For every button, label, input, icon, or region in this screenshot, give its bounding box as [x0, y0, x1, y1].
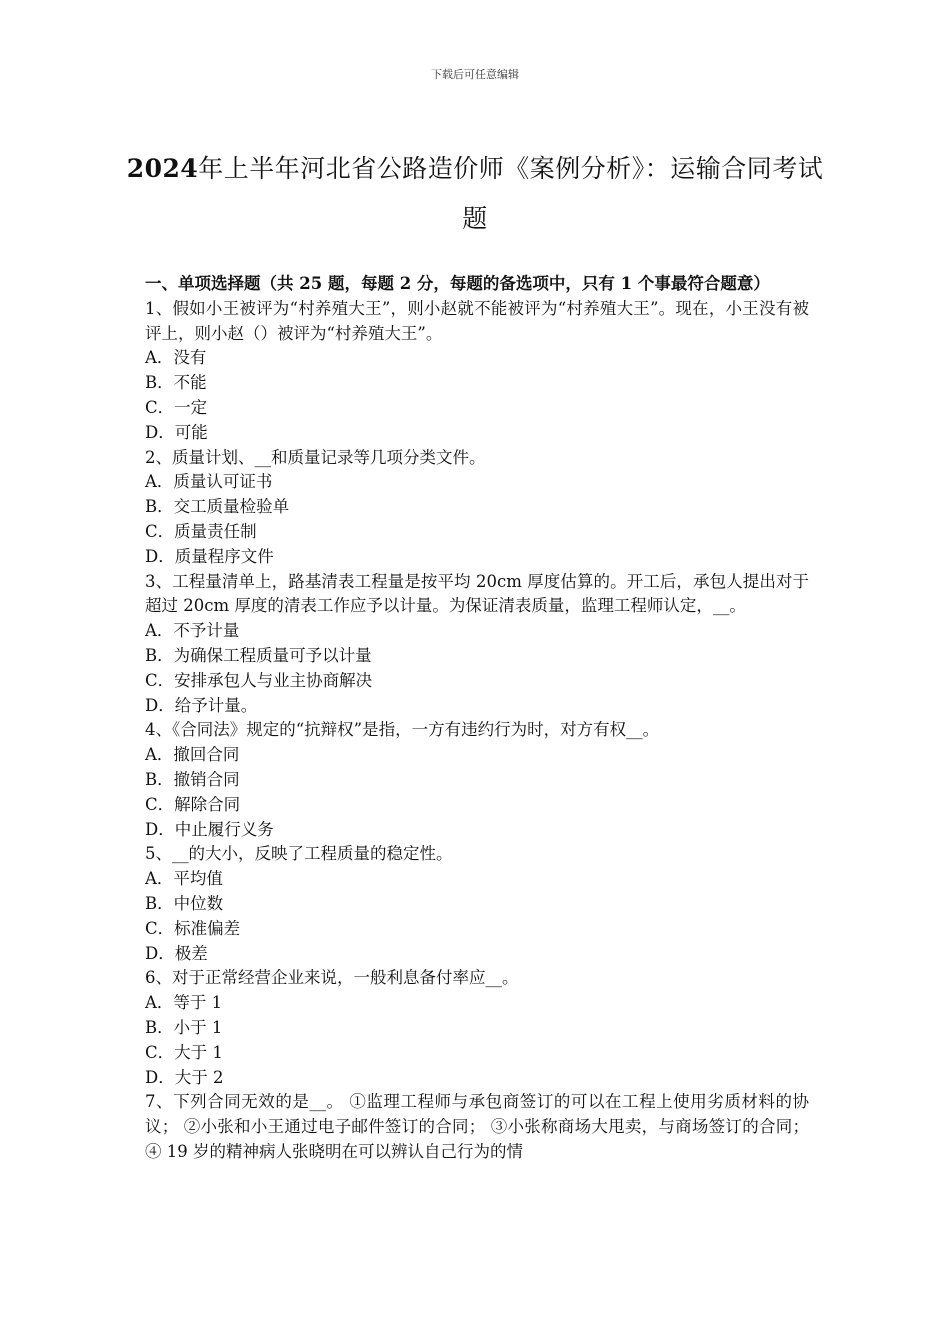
- option-a: A．不予计量: [145, 621, 240, 641]
- option-a: A．等于 1: [145, 993, 223, 1013]
- option-b: B．为确保工程质量可予以计量: [145, 645, 372, 665]
- question-text: 6、对于正常经营企业来说，一般利息备付率应__。: [145, 968, 519, 988]
- question-2: [145, 446, 809, 570]
- option-b: B．不能: [145, 373, 207, 393]
- section-heading: 一、单项选择题（共 25 题，每题 2 分，每题的备选项中，只有 1 个事最符合题意）: [145, 274, 770, 293]
- question-text: 2、质量计划、__和质量记录等几项分类文件。: [145, 447, 486, 467]
- option-c: C．安排承包人与业主协商解决: [145, 670, 373, 690]
- option-a: A．撤回合同: [145, 745, 240, 765]
- document-body: [145, 272, 809, 1165]
- title-year: 2024: [126, 154, 199, 183]
- option-d: D．中止履行义务: [145, 819, 274, 839]
- title-text: 年上半年河北省公路造价师《案例分析》：运输合同考试题: [198, 154, 824, 233]
- option-c: C．大于 1: [145, 1042, 223, 1062]
- question-text: 7、下列合同无效的是__。 ①监理工程师与承包商签订的可以在工程上使用劣质材料的协议； ②小张和小王通过电子邮件签订的合同； ③小张称商场大甩卖，与商场签订的合同； ④ 19 岁的精神病人张晓明在可以辨认自己行为的情: [145, 1092, 809, 1161]
- question-text: 5、__的大小，反映了工程质量的稳定性。: [145, 844, 453, 864]
- question-3: [145, 570, 809, 719]
- option-b: B．中位数: [145, 893, 224, 913]
- question-text: 3、工程量清单上，路基清表工程量是按平均 20cm 厚度估算的。开工后，承包人提出对于超过 20cm 厚度的清表工作应予以计量。为保证清表质量，监理工程师认定，__。: [145, 571, 809, 616]
- question-text: 4、《合同法》规定的“抗辩权”是指，一方有违约行为时，对方有权__。: [145, 720, 660, 740]
- option-d: D．质量程序文件: [145, 546, 274, 566]
- option-a: A．没有: [145, 348, 207, 368]
- question-text: 1、假如小王被评为“村养殖大王”，则小赵就不能被评为“村养殖大王”。现在，小王没有被评上，则小赵（）被评为“村养殖大王”。: [145, 298, 809, 343]
- question-4: [145, 718, 809, 842]
- question-5: [145, 842, 809, 966]
- option-c: C．一定: [145, 397, 208, 417]
- option-d: D．大于 2: [145, 1067, 224, 1087]
- option-b: B．小于 1: [145, 1017, 223, 1037]
- option-c: C．质量责任制: [145, 521, 257, 541]
- option-c: C．标准偏差: [145, 918, 241, 938]
- question-1: [145, 297, 809, 446]
- header-note: 下载后可任意编辑: [431, 68, 519, 81]
- option-c: C．解除合同: [145, 794, 241, 814]
- option-b: B．撤销合同: [145, 769, 240, 789]
- option-d: D．可能: [145, 422, 208, 442]
- option-d: D．给予计量。: [145, 695, 258, 715]
- question-7: [145, 1090, 809, 1164]
- question-6: [145, 966, 809, 1090]
- option-b: B．交工质量检验单: [145, 497, 290, 517]
- option-a: A．平均值: [145, 869, 223, 889]
- option-a: A．质量认可证书: [145, 472, 273, 492]
- option-d: D．极差: [145, 943, 208, 963]
- document-title: [120, 144, 830, 244]
